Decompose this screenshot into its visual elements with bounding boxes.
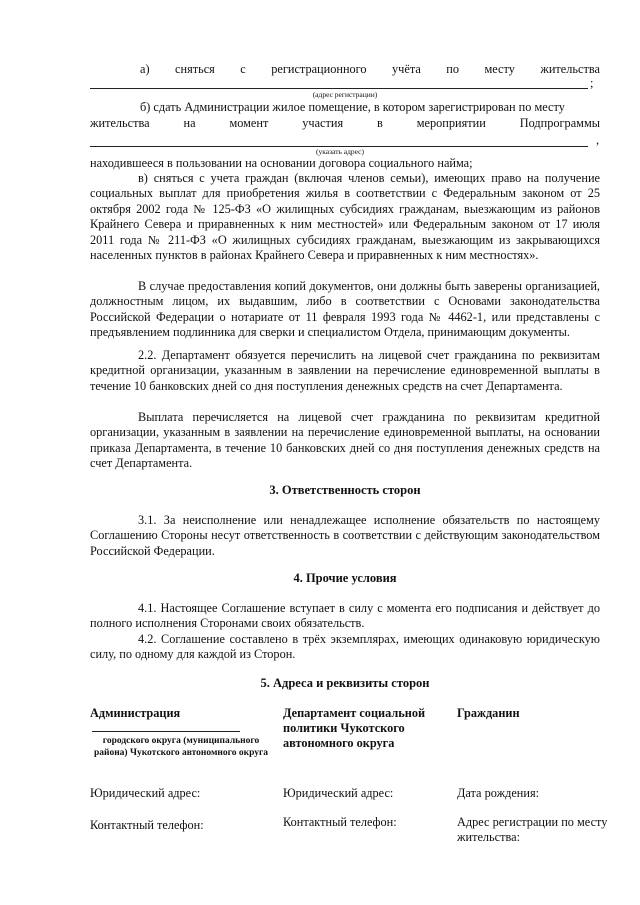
clause-a-word: сняться (175, 62, 215, 76)
clause-a-word: по (446, 62, 460, 76)
clause-b-word: участия (302, 116, 344, 130)
clause-a-word: жительства (540, 62, 600, 76)
clause-b-line2 (90, 116, 600, 131)
clause-b-word: в (377, 116, 383, 130)
paragraph-4-1: 4.1. Настоящее Соглашение вступает в силу с момента его подписания и действует до полного исполнения Сторонами своих обязательств. (90, 601, 600, 631)
clause-a-word: регистрационного (271, 62, 367, 76)
registration-address-caption: (адрес регистрации) (312, 90, 378, 99)
citizen-registration-address: Адрес регистрации по месту жительства: (457, 815, 608, 844)
clause-b-tail: , (596, 133, 600, 147)
registration-address-line (90, 88, 588, 89)
clause-a-word: учёта (392, 62, 421, 76)
department-phone: Контактный телефон: (283, 815, 397, 829)
clause-a-word: месту (484, 62, 515, 76)
section-3-title: 3. Ответственность сторон (269, 483, 421, 497)
administration-name-line (92, 731, 240, 732)
clause-b-word: момент (229, 116, 269, 130)
clause-b-word: на (183, 116, 196, 130)
clause-b-line3: находившееся в пользовании на основании договора социального найма; (90, 156, 473, 170)
copies-paragraph: В случае предоставления копий документов, они должны быть заверены организацией, должностным лицом, их выдавшим, либо в соответствии с Основами законодательства Российской Федерации о нотариате от 11 февраля 1993 года № 4462-1, или представлены с предъявлением подлинника для сверки и специалистом Отдела, принимающим документы. (90, 279, 600, 340)
administration-caption: городского округа (муниципального района) Чукотского автономного округа (93, 736, 269, 758)
citizen-title: Гражданин (457, 706, 520, 720)
clause-a-word: а) (140, 62, 150, 76)
clause-a-word: с (240, 62, 246, 76)
section-5-title: 5. Адреса и реквизиты сторон (260, 676, 430, 690)
department-title: Департамент социальной политики Чукотского автономного округа (283, 706, 426, 750)
paragraph-4-2: 4.2. Соглашение составлено в трёх экземплярах, имеющих одинаковую юридическую силу, по одному для каждой из Сторон. (90, 632, 600, 662)
address-caption: (указать адрес) (315, 147, 364, 156)
clause-a-tail: ; (590, 76, 594, 90)
administration-phone: Контактный телефон: (90, 818, 204, 832)
department-legal-address: Юридический адрес: (283, 786, 394, 800)
administration-title: Администрация (90, 706, 181, 720)
section-4-title: 4. Прочие условия (293, 571, 397, 585)
administration-legal-address: Юридический адрес: (90, 786, 201, 800)
clause-b-line1: б) сдать Администрации жилое помещение, в котором зарегистрирован по месту (140, 100, 565, 114)
payment-paragraph: Выплата перечисляется на лицевой счет гражданина по реквизитам кредитной организации, указанным в заявлении на перечисление единовременной выплаты, на основании приказа Департамента, в течение 10 банковских дней со дня поступления денежных средств на счет Департамента. (90, 410, 600, 471)
clause-v-paragraph: в) сняться с учета граждан (включая членов семьи), имеющих право на получение социальных выплат для приобретения жилья в соответствии с Федеральным законом от 25 октября 2002 года № 125-ФЗ «О жилищных субсидиях гражданам, выезжающим из районов Крайнего Севера и приравненных к ним местностей» или Федеральным законом от 17 июля 2011 года № 211-ФЗ «О жилищных субсидиях гражданам, выезжающим из закрывающихся населенных пунктов в районах Крайнего Севера и приравненных к ним местностях». (90, 171, 600, 263)
clause-a-line (140, 62, 600, 77)
paragraph-2-2: 2.2. Департамент обязуется перечислить на лицевой счет гражданина по реквизитам кредитной организации, указанным в заявлении на перечисление единовременной выплаты в течение 10 банковских дней со дня поступления денежных средств на счет Департамента. (90, 348, 600, 393)
clause-b-word: Подпрограммы (519, 116, 600, 130)
paragraph-3-1: 3.1. За неисполнение или ненадлежащее исполнение обязательств по настоящему Соглашению Стороны несут ответственность в соответствии с действующим законодательством Российской Федерации. (90, 513, 600, 558)
citizen-birth-date: Дата рождения: (457, 786, 540, 800)
clause-b-word: жительства (90, 116, 150, 130)
clause-b-word: мероприятии (416, 116, 486, 130)
